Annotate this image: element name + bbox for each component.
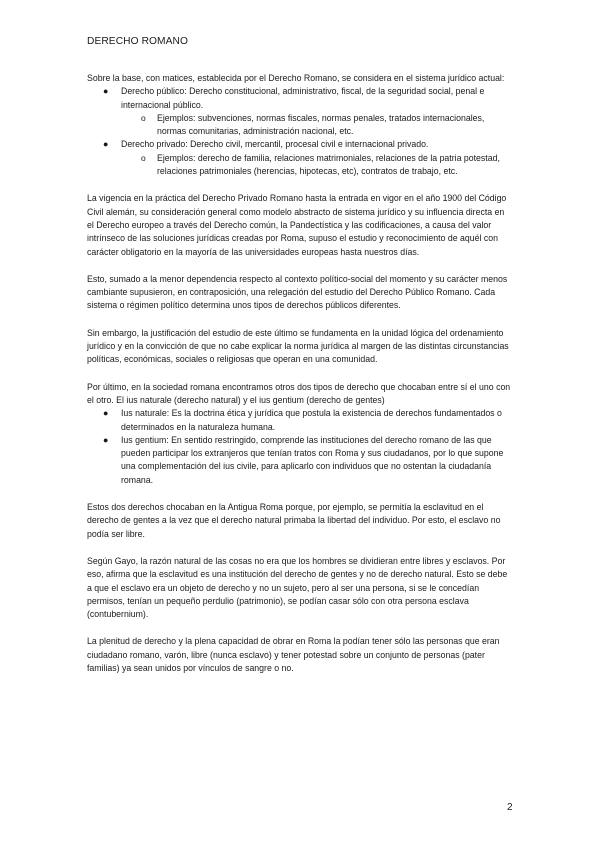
bullet-icon: ● xyxy=(103,139,109,150)
paragraph-plenitud: La plenitud de derecho y la plena capacidad de obrar en Roma la podían tener sólo las personas que eran ciudadano romano, varón, libre (nunca esclavo) y tener potestad sobre un conjunto de personas (pater familias) ya sean unidos por vínculos de sangre o no. xyxy=(87,636,500,673)
paragraph-gayo: Según Gayo, la razón natural de las cosas no era que los hombres se dividieran entre libres y esclavos. Por eso, afirma que la esclavitud es una institución del derecho de gentes y no de derecho natural. Esto se debe a que el esclavo era un objeto de derecho y no un sujeto, pero al ser una persona, si se le concedían permisos, tenían un pequeño perdulio (patrimonio), se podían casar sólo con otra persona esclava (contubernium). xyxy=(87,555,508,620)
list-item-derecho-publico xyxy=(87,85,513,138)
list-item-derecho-privado xyxy=(87,138,513,178)
sublist xyxy=(121,152,513,179)
document-body xyxy=(87,72,513,689)
rights-list xyxy=(87,85,513,178)
sublist xyxy=(121,112,513,139)
list-item-ius-naturale xyxy=(87,407,513,434)
circle-bullet-icon: o xyxy=(141,112,146,123)
bullet-icon: ● xyxy=(103,86,109,97)
bullet-icon: ● xyxy=(103,434,109,445)
sublist-item xyxy=(121,152,513,179)
bullet-icon: ● xyxy=(103,408,109,419)
ius-list xyxy=(87,407,513,487)
intro-paragraph: Sobre la base, con matices, establecida por el Derecho Romano, se considera en el sistema jurídico actual: xyxy=(87,73,505,83)
page-header: DERECHO ROMANO xyxy=(87,36,189,47)
paragraph-chocaban: Estos dos derechos chocaban en la Antigua Roma porque, por ejemplo, se permitía la esclavitud en el derecho de gentes a la vez que el derecho natural primaba la libertad del individuo. Por esto, el esclavo no podía ser libre. xyxy=(87,502,501,539)
page-number: 2 xyxy=(507,802,513,813)
list-item-text: Ius gentium: En sentido restringido, comprende las instituciones del derecho romano de las que pueden participar los extranjeros que tenían tratos con Roma y sus ciudadanos, por lo que supone una complementación del ius civile, para aplicarlo con individuos que no ostentan la ciudadanía romana. xyxy=(121,434,504,485)
list-item-ius-gentium xyxy=(87,434,513,487)
paragraph-ultimo: Por último, en la sociedad romana encontramos otros dos tipos de derecho que chocaban entre sí el uno con el otro. El ius naturale (derecho natural) y el ius gentium (derecho de gentes) xyxy=(87,381,511,405)
list-item-text: Derecho público: Derecho constitucional, administrativo, fiscal, de la seguridad social, penal e internacional público. xyxy=(121,86,485,110)
sublist-item xyxy=(121,112,513,139)
paragraph-dependencia: Esto, sumado a la menor dependencia respecto al contexto político-social del momento y su carácter menos cambiante supusieron, en contraposición, una relegación del estudio del Derecho Público Romano. Cada sistema o régimen político determina unos tipos de derechos públicos diferentes. xyxy=(87,273,508,311)
sublist-item-text: Ejemplos: derecho de familia, relaciones matrimoniales, relaciones de la patria potestad, relaciones patrimoniales (herencias, hipotecas, etc), contratos de trabajo, etc. xyxy=(157,152,500,177)
paragraph-justificacion: Sin embargo, la justificación del estudio de este último se fundamenta en la unidad lógica del ordenamiento jurídico y en la convicción de que no cabe explicar la norma jurídica al margen de las distintas circunstancias políticas, económicas, sociales o religiosas que operan en una comunidad. xyxy=(87,327,509,365)
list-item-text: Ius naturale: Es la doctrina ética y jurídica que postula la existencia de derechos fundamentados o determinados en la naturaleza humana. xyxy=(121,408,502,432)
sublist-item-text: Ejemplos: subvenciones, normas fiscales, normas penales, tratados internacionales, normas comunitarias, administración nacional, etc. xyxy=(157,112,485,137)
list-item-text: Derecho privado: Derecho civil, mercantil, procesal civil e internacional privado. xyxy=(121,139,429,150)
paragraph-vigencia: La vigencia en la práctica del Derecho Privado Romano hasta la entrada en vigor en el año 1900 del Código Civil alemán, su consideración general como modelo abstracto de sistema jurídico y su influencia directa en el Derecho europeo a través del Derecho común, la Pandectística y las codificaciones, a causa del valor intrínseco de las soluciones jurídicas creadas por Roma, supuso el estudio y reconocimiento de aquél con carácter obligatorio en la mayoría de las universidades europeas hasta nuestros días. xyxy=(87,193,507,257)
circle-bullet-icon: o xyxy=(141,152,146,163)
